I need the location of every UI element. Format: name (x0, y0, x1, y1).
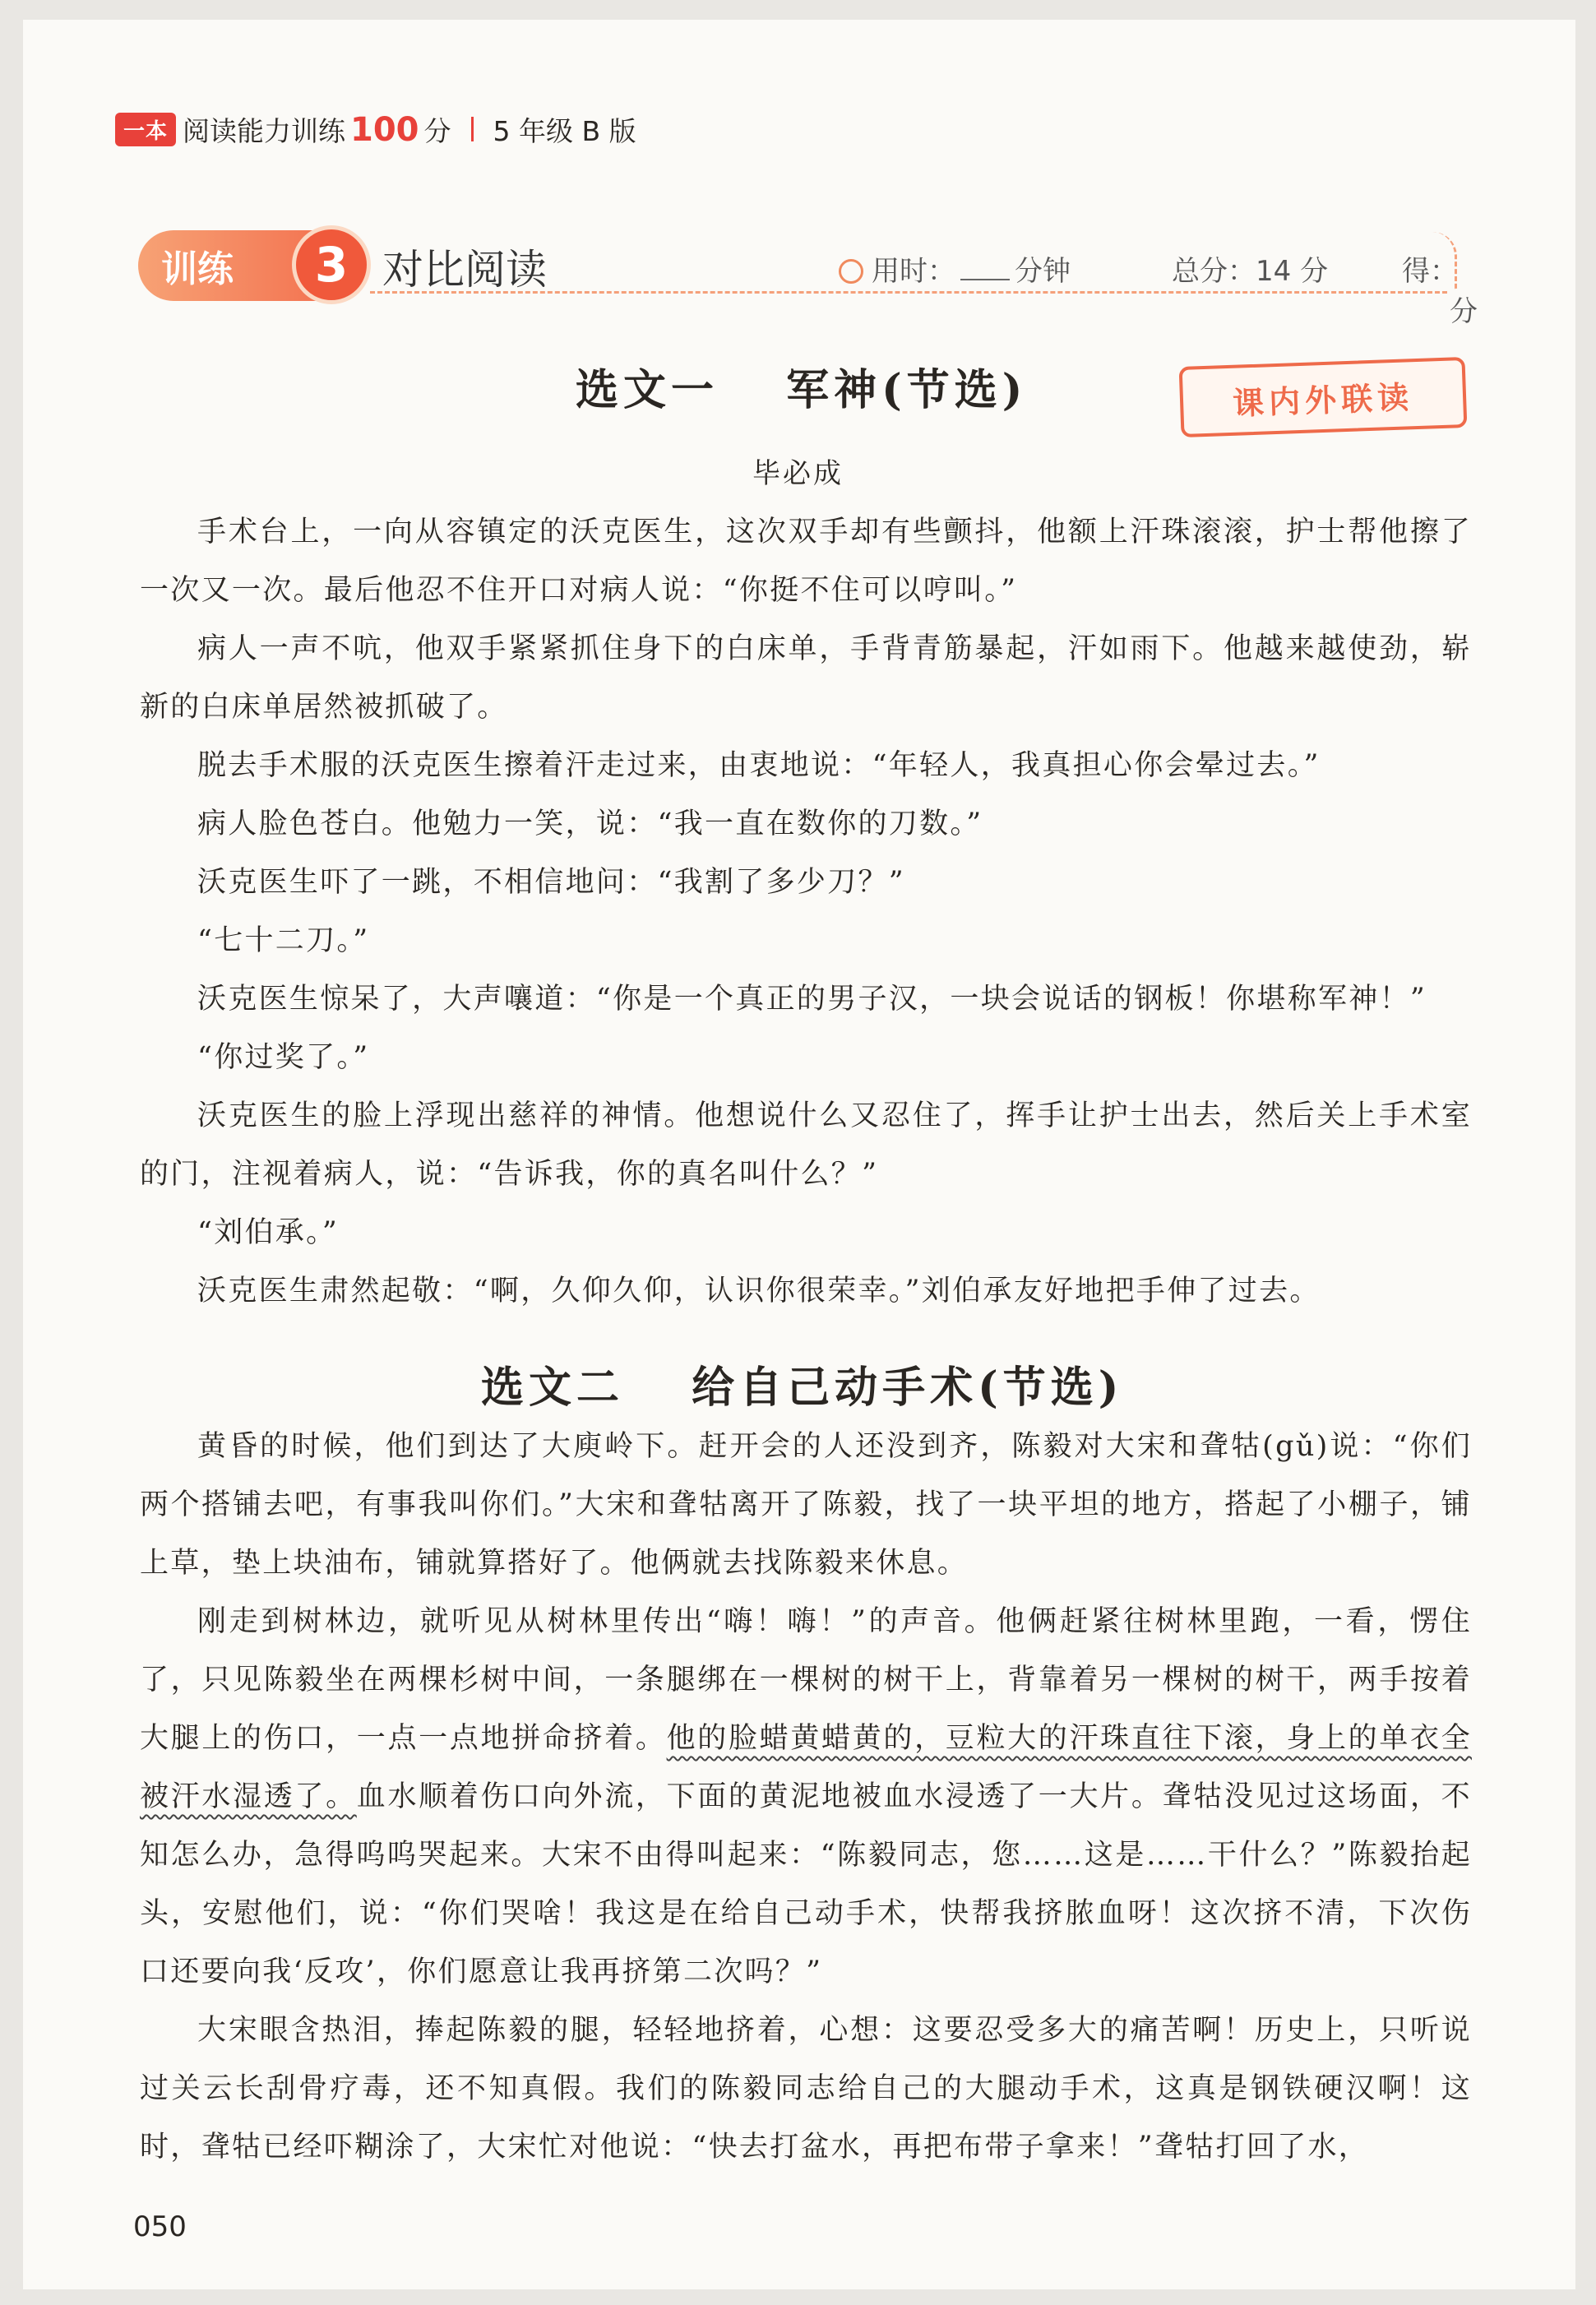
header-divider (471, 117, 474, 141)
training-title: 对比阅读 (382, 246, 547, 294)
grade-label: 5 年级 B 版 (493, 114, 636, 147)
running-header (115, 109, 636, 150)
reading-tag: 课内外联读 (1179, 357, 1468, 437)
paragraph: “七十二刀。” (197, 924, 370, 957)
passage1-body (140, 503, 1472, 1321)
time-field: 用时： 分钟 (839, 248, 1071, 289)
total-score: 总分：14 分 (1172, 255, 1329, 288)
training-number: 3 (292, 225, 371, 304)
paragraph: 沃克医生的脸上浮现出慈祥的神情。他想说什么又忍住了，挥手让护士出去，然后关上手术室的门，注视着病人，说：“告诉我，你的真名叫什么？” (140, 1099, 1472, 1191)
paragraph: 沃克医生肃然起敬：“啊，久仰久仰，认识你很荣幸。”刘伯承友好地把手伸了过去。 (197, 1275, 1321, 1308)
paragraph: 大宋眼含热泪，捧起陈毅的腿，轻轻地挤着，心想：这要忍受多大的痛苦啊！历史上，只听说过关云长刮骨疗毒，还不知真假。我们的陈毅同志给自己的大腿动手术，这真是钢铁硬汉啊！这时，聋牯已经吓糊涂了，大宋忙对他说：“快去打盆水，再把布带子拿来！”聋牯打回了水， (140, 2014, 1472, 2164)
passage2-body (140, 1418, 1472, 2177)
passage1-title: 选文一 军神(节选) (576, 365, 1028, 415)
clock-icon (839, 259, 863, 284)
paragraph: 刚走到树林边，就听见从树林里传出“嗨！嗨！”的声音。他俩赶紧往树林里跑，一看，愣住了，只见陈毅坐在两棵杉树中间，一条腿绑在一棵树的树干上，背靠着另一棵树的树干，两手按着大腿上的伤口，一点一点地拼命挤着。他的脸蜡黄蜡黄的，豆粒大的汗珠直往下滚，身上的单衣全被汗水湿透了。血水顺着伤口向外流，下面的黄泥地被血水浸透了一大片。聋牯没见过这场面，不知怎么办，急得呜呜哭起来。大宋不由得叫起来：“陈毅同志，您……这是……干什么？”陈毅抬起头，安慰他们，说：“你们哭啥！我这是在给自己动手术，快帮我挤脓血呀！这次挤不清，下次伤口还要向我‘反攻’，你们愿意让我再挤第二次吗？” (140, 1605, 1472, 1988)
brand-logo: 一本 (115, 113, 176, 146)
time-blank[interactable] (960, 279, 1010, 280)
paragraph: 病人脸色苍白。他勉力一笑，说：“我一直在数你的刀数。” (197, 808, 983, 840)
passage1-author: 毕必成 (752, 457, 844, 490)
paragraph: 手术台上，一向从容镇定的沃克医生，这次双手却有些颤抖，他额上汗珠滚滚，护士帮他擦了一次又一次。最后他忍不住开口对病人说：“你挺不住可以哼叫。” (140, 516, 1472, 607)
passage2-title: 选文二 给自己动手术(节选) (481, 1363, 1124, 1413)
sprout-decoration (1432, 232, 1457, 289)
paragraph: 脱去手术服的沃克医生擦着汗走过来，由衷地说：“年轻人，我真担心你会晕过去。” (197, 749, 1321, 782)
paragraph: “刘伯承。” (197, 1216, 340, 1249)
series-title: 阅读能力训练 100 分 (183, 110, 451, 149)
paragraph: 病人一声不吭，他双手紧紧抓住身下的白床单，手背青筋暴起，汗如雨下。他越来越使劲，崭新的白床单居然被抓破了。 (140, 632, 1472, 724)
dashed-divider (370, 291, 1447, 294)
page-number: 050 (133, 2210, 187, 2243)
training-bar (115, 222, 1480, 328)
score-field: 得：分 (1402, 255, 1478, 328)
training-badge: 训练 3 (138, 230, 364, 301)
paragraph: 沃克医生吓了一跳，不相信地问：“我割了多少刀？” (197, 866, 905, 899)
paragraph: 黄昏的时候，他们到达了大庾岭下。赶开会的人还没到齐，陈毅对大宋和聋牯(gǔ)说：“你们两个搭铺去吧，有事我叫你们。”大宋和聋牯离开了陈毅，找了一块平坦的地方，搭起了小棚子，铺上草，垫上块油布，铺就算搭好了。他俩就去找陈毅来休息。 (140, 1430, 1472, 1580)
paragraph: “你过奖了。” (197, 1041, 370, 1074)
underlined-sentence: 他的脸蜡黄蜡黄的，豆粒大的汗珠直往下滚，身上的单衣全被汗水湿透了。 (140, 1722, 1472, 1813)
paragraph: 沃克医生惊呆了，大声嚷道：“你是一个真正的男子汉，一块会说话的钢板！你堪称军神！” (197, 983, 1427, 1016)
